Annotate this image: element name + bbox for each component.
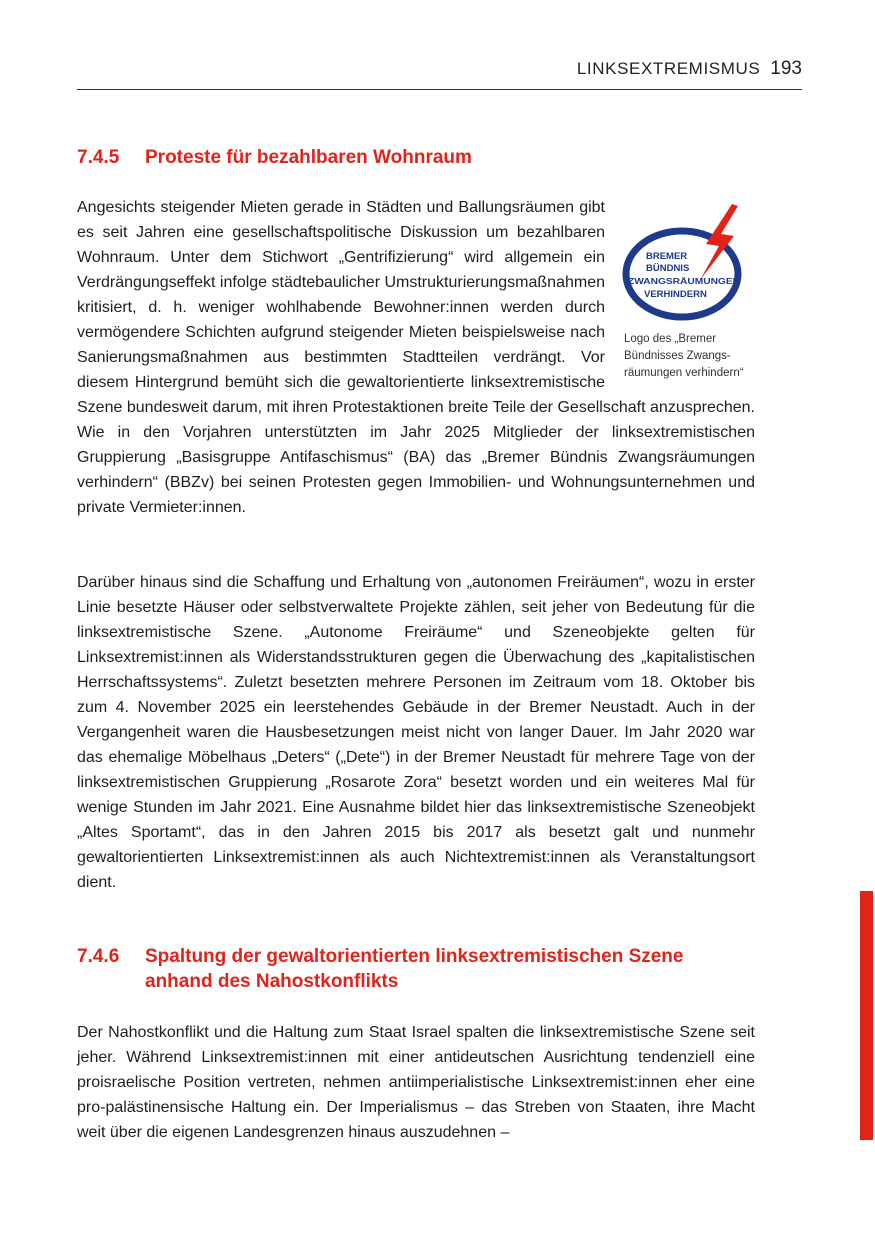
running-head — [577, 58, 802, 80]
section-number: 7.4.6 — [77, 946, 120, 967]
section-title: Spaltung der gewaltorientierten linksextremistischen Szene anhand des Nahostkonflikts — [145, 946, 684, 992]
chapter-label: LINKSEXTREMISMUS — [576, 59, 761, 78]
paragraph-nahost-1: Der Nahostkonflikt und die Haltung zum Staat Israel spalten die linksextremistische Szene seit jeher. Während Linksextremist:innen mit einer antideutschen Ausrichtung tendenziell eine proisraelische Position vertreten, nehmen antiimperialistische Linksextremist:innen eher eine pro-palästinensische Haltung ein. Der Imperialismus – das Streben von Staaten, ihre Macht weit über die eigenen Landesgrenzen hinaus auszudehnen – — [77, 1024, 755, 1141]
bbzv-logo — [620, 202, 750, 322]
logo-caption: Logo des „Bremer Bündnisses Zwangsräumungen verhindern“ — [624, 333, 744, 379]
logo-line-1: BREMER — [646, 251, 688, 262]
section-heading-7-4-6 — [77, 944, 725, 994]
section-number: 7.4.5 — [77, 147, 120, 168]
section-heading-7-4-5 — [77, 145, 725, 170]
logo-text — [628, 251, 740, 300]
page-number: 193 — [770, 58, 802, 79]
logo-line-2: BÜNDNIS — [646, 263, 690, 274]
section-title: Proteste für bezahlbaren Wohnraum — [145, 147, 472, 168]
lightning-bolt-icon — [700, 204, 738, 280]
logo-line-3: ZWANGSRÄUMUNGEN — [628, 276, 740, 286]
paragraph-wohnraum-2: Darüber hinaus sind die Schaffung und Erhaltung von „autonomen Freiräumen“, wozu in erster Linie besetzte Häuser oder selbstverwaltete Projekte zählen, seit jeher von Bedeutung für die linksextremistische Szene. „Autonome Freiräume“ und Szeneobjekte gelten für Linksextremist:innen als Widerstandsstrukturen gegen die Überwachung des „kapitalistischen Herrschaftssystems“. Zuletzt besetzten mehrere Personen im Zeitraum vom 18. Oktober bis zum 4. November 2025 ein leerstehendes Gebäude in der Bremer Neustadt. Auch in der Vergangenheit waren die Hausbesetzungen meist nicht von langer Dauer. Im Jahr 2020 war das ehemalige Möbelhaus „Deters“ („Dete“) in der Bremer Neustadt für mehrere Tage von der linksextremistischen Gruppierung „Rosarote Zora“ besetzt worden und ein weiteres Mal für wenige Stunden im Jahr 2021. Eine Ausnahme bildet hier das linksextremistische Szeneobjekt „Altes Sportamt“, das in den Jahren 2015 bis 2017 als besetzt galt und nunmehr gewaltorientierten Linksextremist:innen als auch Nichtextremist:innen als Veranstaltungsort dient. — [77, 574, 755, 891]
logo-line-4: VERHINDERN — [644, 289, 707, 300]
header-rule — [77, 89, 802, 90]
paragraph-text: Angesichts steigender Mieten gerade in Städten und Ballungsräumen gibt es seit Jahren eine gesellschaftspolitische Diskussion um bezahlbaren Wohnraum. Unter dem Stichwort „Gentrifizierung“ wird allgemein ein Verdrängungseffekt infolge städtebaulicher Umstrukturierungsmaßnahmen kritisiert, d. h. weniger wohlhabende Bewohner:innen werden durch vermögendere Schichten aufgrund steigender Mieten beispielsweise nach Sanierungsmaßnahmen aus bestimmten Stadtteilen verdrängt. Vor diesem Hintergrund bemüht sich die gewaltorientierte linksextremistische Szene bundesweit darum, mit ihren Protestaktionen breite Teile der Gesellschaft anzusprechen. Wie in den Vorjahren unterstützten im Jahr 2025 Mitglieder der linksextremistischen Gruppierung „Basisgruppe Antifaschismus“ (BA) das „Bremer Bündnis Zwangsräumungen verhindern“ (BBZv) bei seinen Protesten gegen Immobilien- und Wohnungsunternehmen und private Vermieter:innen. — [77, 199, 755, 516]
chapter-side-tab — [860, 891, 873, 1140]
